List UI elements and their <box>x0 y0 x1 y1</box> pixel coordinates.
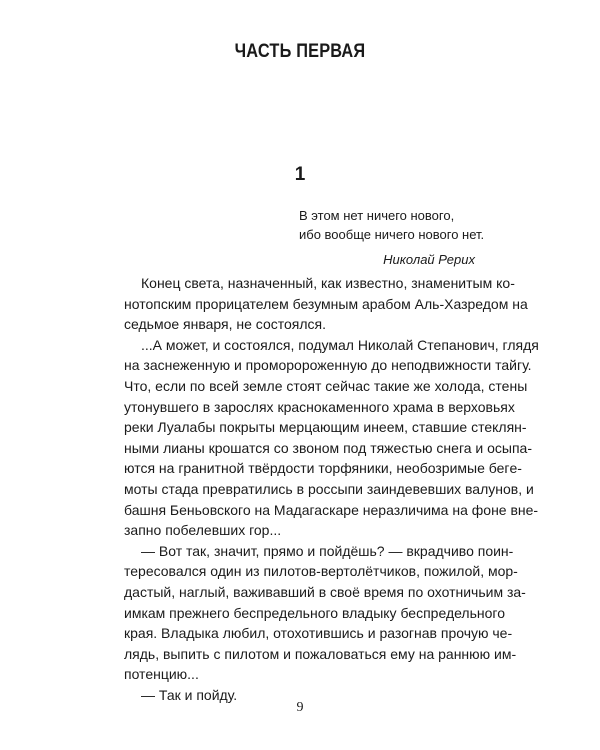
chapter-number: 1 <box>294 164 306 185</box>
epigraph <box>299 206 485 269</box>
text-line: потенцию... <box>124 666 199 683</box>
text-line: ными лианы крошатся со звоном под тяжестью снега и осыпа- <box>124 439 533 456</box>
text-line: — Так и пойду. <box>141 686 238 703</box>
epigraph-line: ибо вообще ничего нового нет. <box>299 227 485 242</box>
text-line: нотопским прорицателем безумным арабом Аль-Хазредом на <box>124 295 528 312</box>
epigraph-author: Николай Рерих <box>383 252 475 267</box>
text-line: седьмое января, не состоялся. <box>124 316 327 333</box>
text-line: тересовался один из пилотов-вертолётчиков, пожилой, мор- <box>124 563 518 580</box>
text-line: имкам прежнего беспредельного владыку беспредельного <box>124 604 505 621</box>
epigraph-line: В этом нет ничего нового, <box>299 208 455 223</box>
page-number: 9 <box>296 700 304 715</box>
part-title: ЧАСТЬ ПЕРВАЯ <box>234 41 366 62</box>
text-line: лядь, выпить с пилотом и пожаловаться ему на раннюю им- <box>124 645 517 662</box>
text-line: ...А может, и состоялся, подумал Николай Степанович, глядя <box>141 336 539 353</box>
text-line: Конец света, назначенный, как известно, знаменитым ко- <box>141 275 515 291</box>
text-line: края. Владыка любил, отохотившись и разогнав прочую че- <box>124 625 513 642</box>
text-line: моты стада превратились в россыпи заиндевевших валунов, и <box>124 480 534 497</box>
text-line: ются на гранитной твёрдости торфяники, необозримые бегe- <box>124 460 522 477</box>
text-line: на заснеженную и проморороженную до неподвижности тайгу. <box>124 357 532 374</box>
text-line: реки Луалабы покрыты мерцающим инеем, ставшие стеклян- <box>124 419 527 436</box>
text-line: дастый, наглый, важивавший в своё время по охотничьим за- <box>124 583 526 600</box>
text-line: утонувшего в зарослях краснокаменного храма в верховьях <box>124 398 515 415</box>
text-line: башня Беньовского на Мадагаскаре неразличима на фоне вне- <box>124 501 539 518</box>
body-text <box>124 273 539 705</box>
text-line: запно побелевших гор... <box>124 522 282 539</box>
text-line: — Вот так, значит, прямо и пойдёшь? — вкрадчиво поин- <box>141 542 514 559</box>
text-line: Что, если по всей земле стоят сейчас такие же холода, стены <box>124 377 528 394</box>
